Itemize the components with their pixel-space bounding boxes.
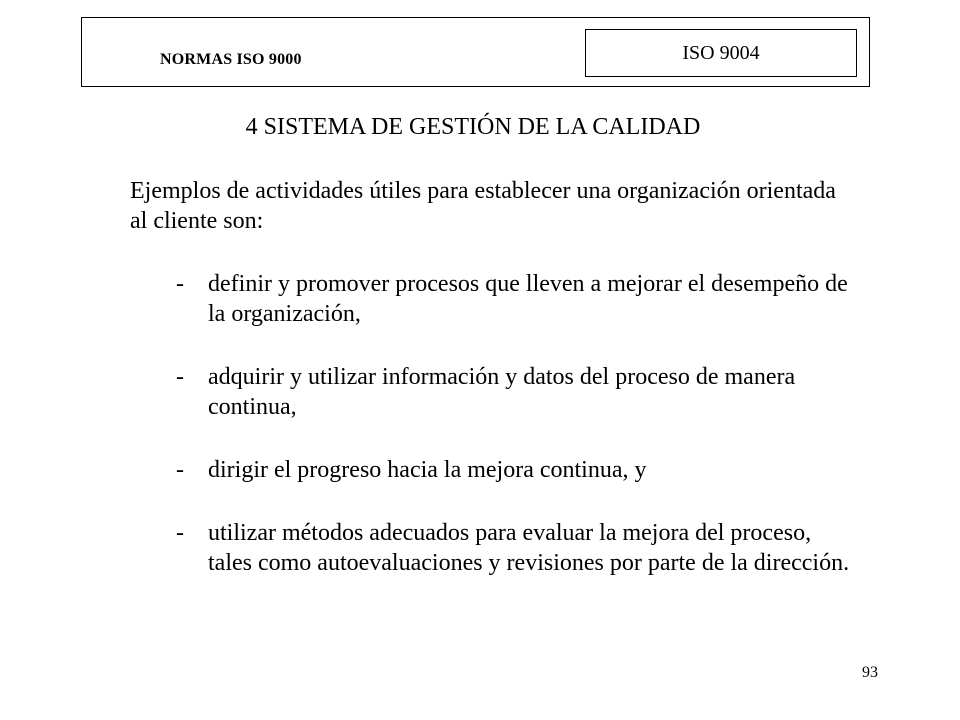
bullet-dash: - — [176, 271, 184, 297]
list-item — [176, 362, 856, 422]
intro-paragraph: Ejemplos de actividades útiles para establecer una organización orientada al cliente son: — [130, 178, 836, 234]
list-item-text: dirigir el progreso hacia la mejora continua, y — [208, 457, 647, 483]
page-number: 93 — [862, 664, 878, 681]
header-frame — [81, 17, 870, 87]
bullet-dash: - — [176, 364, 184, 390]
list-item-text: definir y promover procesos que lleven a mejorar el desempeño de la organización, — [208, 271, 848, 327]
header-series-title: NORMAS ISO 9000 — [160, 51, 302, 68]
activity-list — [176, 269, 856, 578]
bullet-dash: - — [176, 520, 184, 546]
header-standard-label: ISO 9004 — [682, 41, 760, 64]
list-item-text: adquirir y utilizar información y datos del proceso de manera continua, — [208, 364, 796, 420]
list-item — [176, 518, 856, 578]
section-title: 4 SISTEMA DE GESTIÓN DE LA CALIDAD — [245, 114, 701, 140]
bullet-dash: - — [176, 457, 184, 483]
list-item — [176, 455, 856, 485]
header-standard-box — [585, 29, 857, 77]
list-item-text: utilizar métodos adecuados para evaluar la mejora del proceso, tales como autoevaluaciones y revisiones por parte de la dirección. — [208, 520, 850, 576]
list-item — [176, 269, 856, 329]
